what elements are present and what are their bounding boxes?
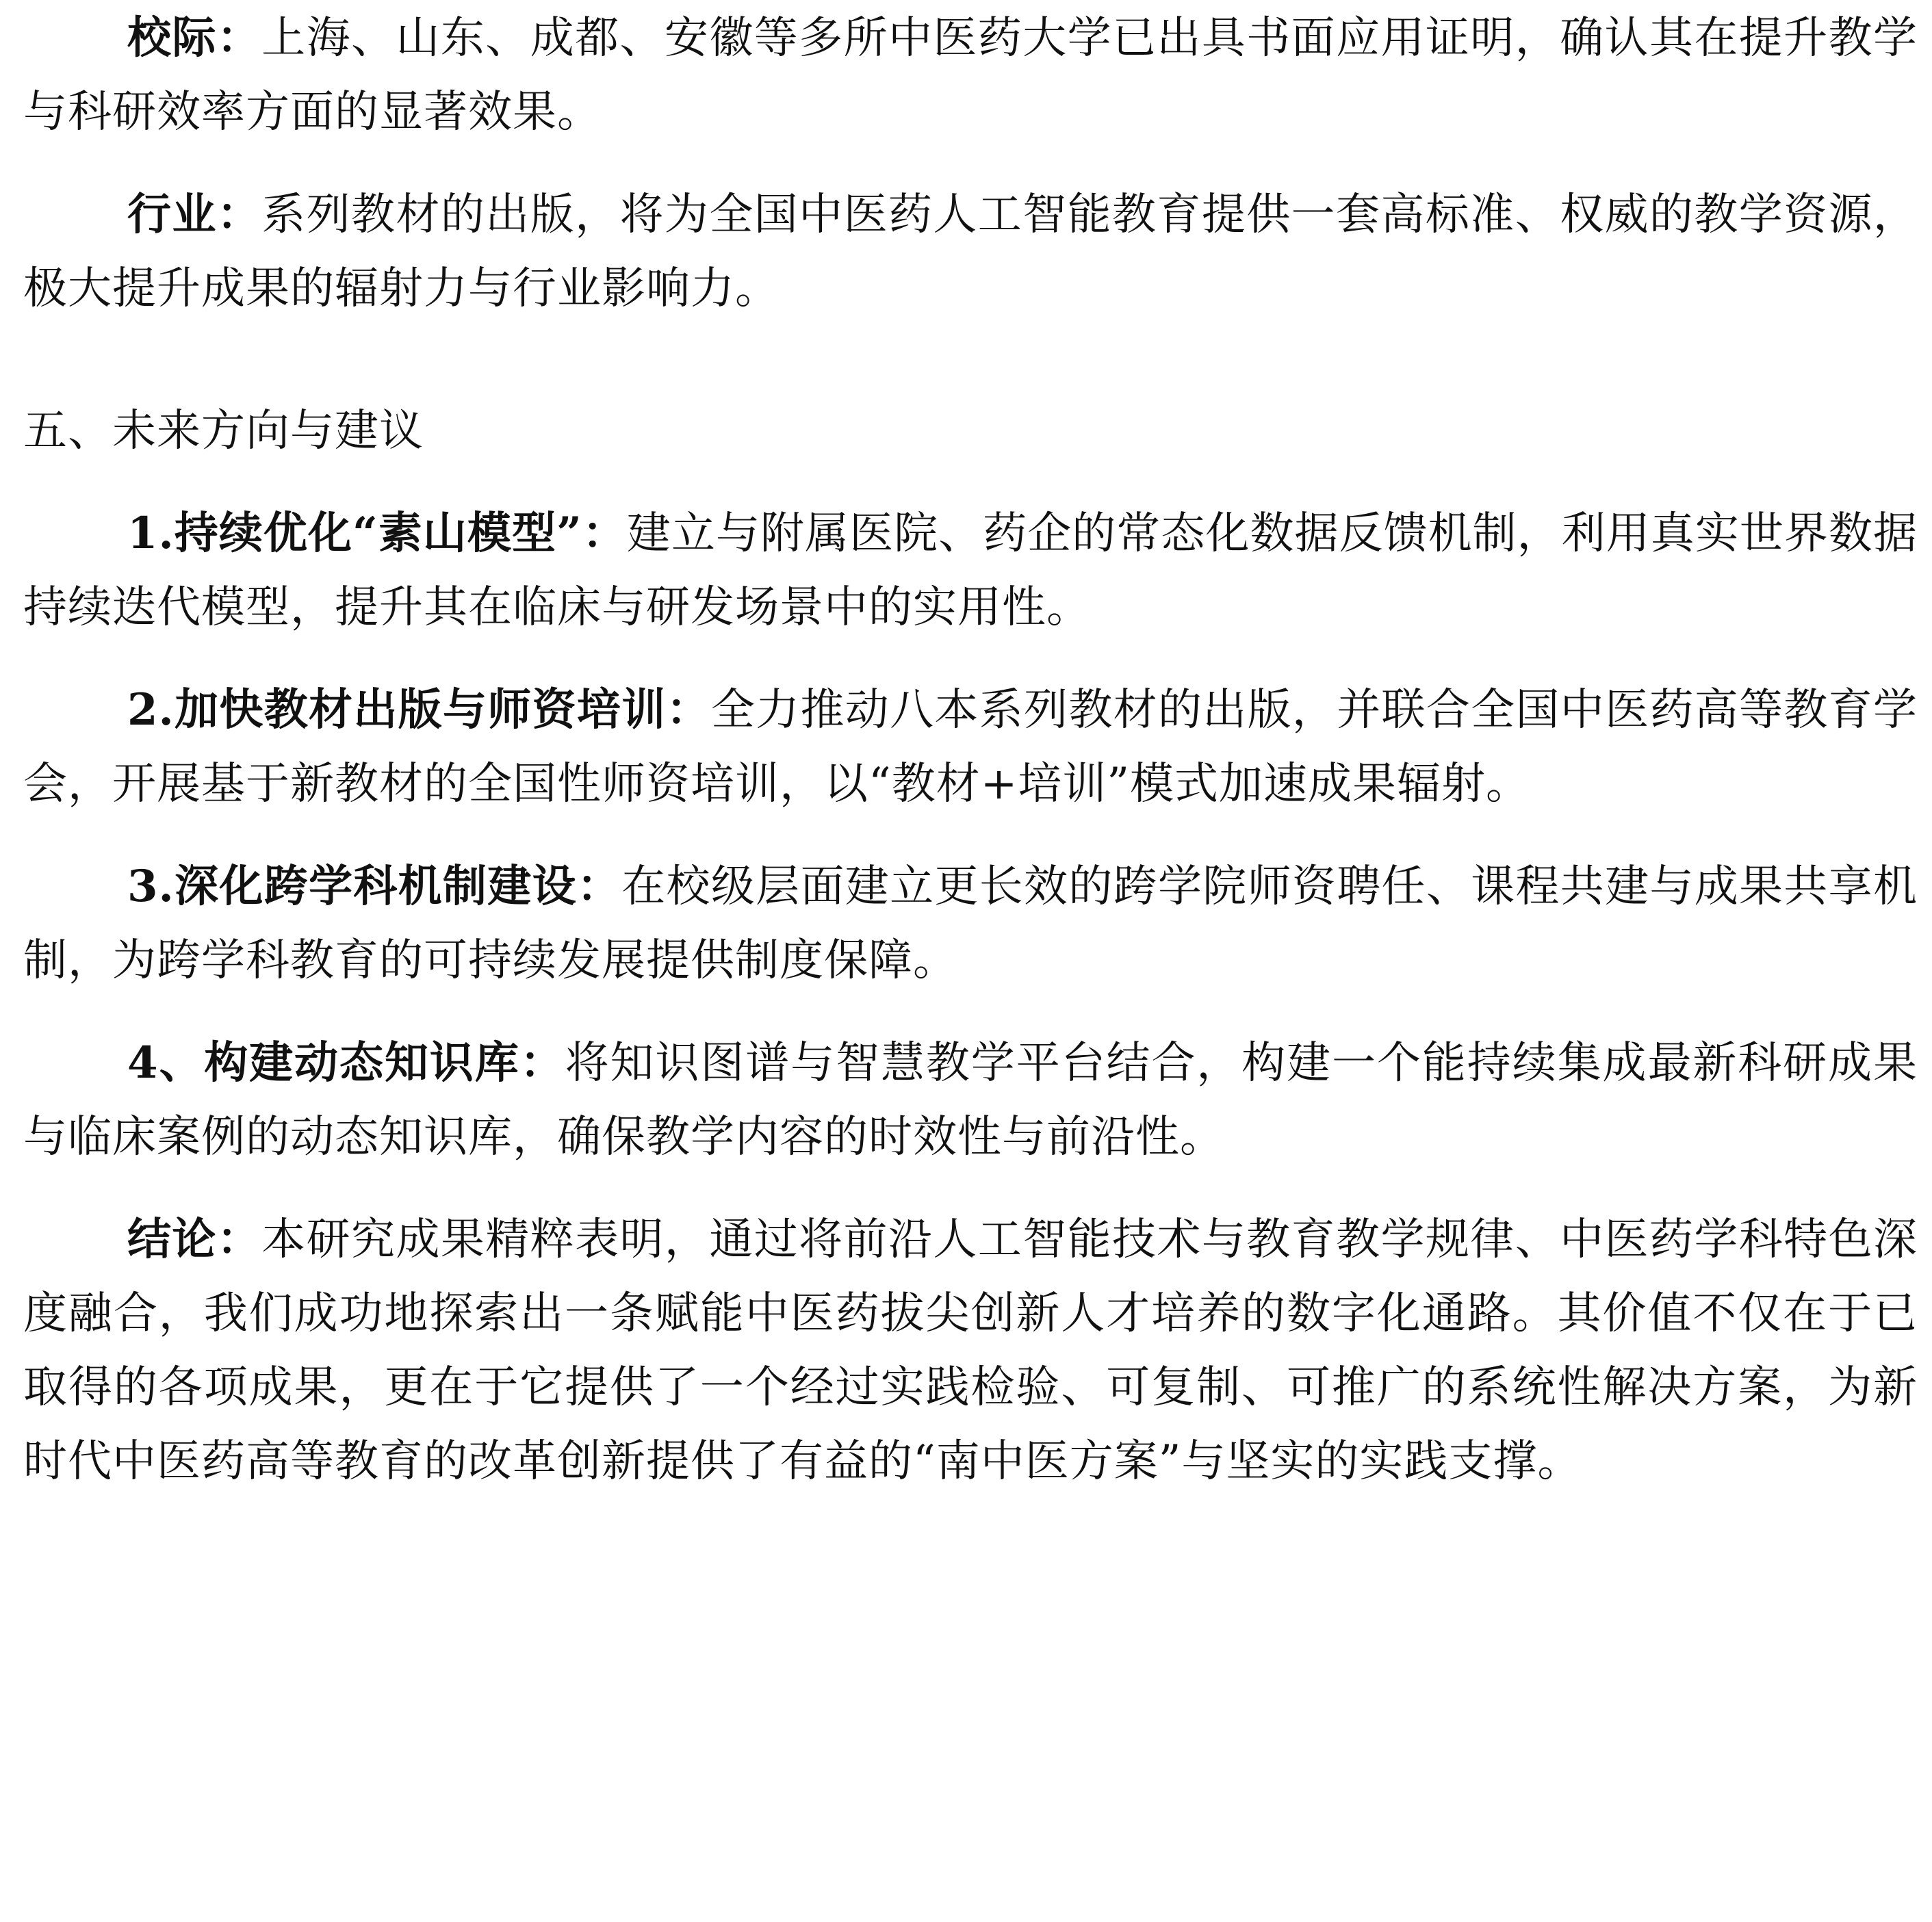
paragraph-industry <box>23 178 1918 326</box>
section-heading: 五、未来方向与建议 <box>23 406 424 456</box>
recommendation-3 <box>23 850 1918 998</box>
spacer <box>23 326 1918 394</box>
paragraph-lead: 4、构建动态知识库： <box>127 1037 565 1089</box>
paragraph-text: 全力推动八本系列教材的出版，并联合全国中医药高等教育学会，开展基于新教材的全国性师资培训，以“教材+培训”模式加速成果辐射。 <box>23 685 1918 809</box>
spacer <box>23 821 1918 850</box>
spacer <box>23 998 1918 1026</box>
paragraph-lead: 2.加快教材出版与师资培训： <box>127 684 711 736</box>
paragraph-lead: 行业： <box>127 189 262 240</box>
paragraph-school <box>23 1 1918 149</box>
paragraph-text: 系列教材的出版，将为全国中医药人工智能教育提供一套高标准、权威的教学资源，极大提升成果的辐射力与行业影响力。 <box>23 190 1918 314</box>
paragraph-lead: 1.持续优化“素山模型”： <box>127 508 627 559</box>
paragraph-text: 本研究成果精粹表明，通过将前沿人工智能技术与教育教学规律、中医药学科特色深度融合，我们成功地探索出一条赋能中医药拔尖创新人才培养的数字化通路。其价值不仅在于已取得的各项成果，更在于它提供了一个经过实践检验、可复制、可推广的系统性解决方案，为新时代中医药高等教育的改革创新提供了有益的“南中医方案”与坚实的实践支撑。 <box>23 1215 1918 1487</box>
spacer <box>23 149 1918 178</box>
paragraph-text: 将知识图谱与智慧教学平台结合，构建一个能持续集成最新科研成果与临床案例的动态知识库，确保教学内容的时效性与前沿性。 <box>23 1038 1918 1163</box>
spacer <box>23 1174 1918 1203</box>
paragraph-text: 上海、山东、成都、安徽等多所中医药大学已出具书面应用证明，确认其在提升教学与科研效率方面的显著效果。 <box>23 13 1918 138</box>
recommendation-4 <box>23 1026 1918 1174</box>
paragraph-lead: 3.深化跨学科机制建设： <box>127 861 622 912</box>
spacer <box>23 645 1918 673</box>
conclusion-paragraph <box>23 1203 1918 1498</box>
recommendation-2 <box>23 673 1918 821</box>
paragraph-lead: 校际： <box>127 12 262 64</box>
paragraph-lead: 结论： <box>127 1214 262 1265</box>
paragraph-text: 在校级层面建立更长效的跨学院师资聘任、课程共建与成果共享机制，为跨学科教育的可持续发展提供制度保障。 <box>23 861 1918 986</box>
recommendation-1 <box>23 497 1918 645</box>
spacer <box>23 468 1918 497</box>
document-page <box>23 0 1918 1498</box>
paragraph-text: 建立与附属医院、药企的常态化数据反馈机制，利用真实世界数据持续迭代模型，提升其在临床与研发场景中的实用性。 <box>23 508 1918 633</box>
